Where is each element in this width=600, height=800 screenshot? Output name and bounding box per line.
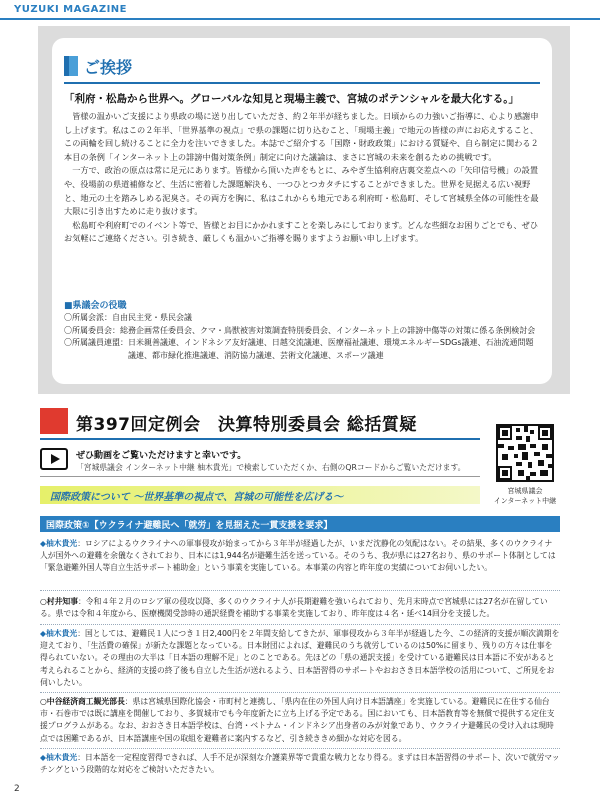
role-item [64, 325, 540, 338]
qr-caption: 宮城県議会 インターネット中継 [493, 487, 557, 505]
speech-text: ：日本語を一定程度習得できれば、人手不足が深刻な介護業界等で貴重な戦力となり得る。まずは日本語習得のサポート、次いで就労マッチングという段階的な対応をご検討いただきたい。 [40, 753, 560, 775]
greeting-lead: 「利府・松島から世界へ。グローバルな知見と現場主義で、宮城のポテンシャルを最大化する。」 [64, 93, 520, 105]
speaker-name: ○村井知事 [40, 597, 78, 606]
roles-title: ■県議会の役職 [64, 301, 127, 311]
speech-text: ：県は宮城県国際化協会・市町村と連携し、「県内在住の外国人向け日本語講座」を実施している。避難民に在住する仙台市・石巻市では既に講座を開催しており、多賀城市でも今年度新たに立ち上げる予定である。国においても、日本語教育等を無償で提供する定住支援プログラムがある。なお、おおさき日本語学校は、台湾・ベトナム・インドネシア出身者のみが対象であり、ウクライナ避難民の受け入れは現時点では困難であるが、日本語講座や国の取組を避難者に案内するなど、引き続ききめ細かな対応を図る。 [40, 697, 555, 743]
qa-entry [40, 696, 560, 745]
video-play-icon [40, 448, 68, 470]
qr-code-icon[interactable] [496, 424, 554, 482]
role-value: 総務企画常任委員会、クマ・鳥獣被害対策調査特別委員会、インターネット上の誹謗中傷等の対策に係る条例検討会 [120, 325, 536, 335]
speech-text: ：ロシアによるウクライナへの軍事侵攻が始まってから３年半が経過したが、いまだ沈静化の気配はない。その結果、多くのウクライナ人が国外への避難を余儀なくされており、日本には1,944名が避難生活を送っている。そのうち、我が県には27名おり、県のサポート体制としては「緊急避難外国人等自立生活サポート補助金」という事業を実施している。本事業の内容と昨年度の実績についてお伺いしたい。 [40, 539, 556, 573]
qa-separator [40, 748, 560, 749]
qa-separator [40, 590, 560, 591]
topic-title: 国際政策①【ウクライナ避難民へ「就労」を見据えた一貫支援を要求】 [46, 521, 333, 531]
greeting-rule [64, 82, 540, 84]
greeting-title: ご挨拶 [84, 57, 133, 77]
qa-entry [40, 538, 560, 575]
header-rule [0, 18, 600, 20]
section-rule [40, 438, 480, 440]
speaker-name: ◆柚木貴光 [40, 539, 78, 548]
speaker-name: ◆柚木貴光 [40, 629, 78, 638]
video-instruction: 「宮城県議会 インターネット中継 柚木貴光」で検索していただくか、右側のQRコードからご覧いただけます。 [76, 463, 466, 472]
qr-pattern [498, 426, 552, 480]
speaker-name: ◆柚木貴光 [40, 753, 78, 762]
speech-text: ：国としては、避難民１人につき１日2,400円を２年間支給してきたが、軍事侵攻から３年半が経過した今、この経済的支援が順次満期を迎えており、「生活費の確保」が新たな課題となっている。日本財団によれば、避難民のうち就労しているのは50%に留まり、残りの方々は仕事を得られていない。その理由の大半は「日本語の理解不足」とのことである。先ほどの「県の通訳支援」を受けている避難民は日本語に不安があると考えられることから、経済的支援の終了後も自立した生活が送れるよう、日本語習得のサポートやおおさき日本語学校の活用について、ご所見をお伺いしたい。 [40, 629, 560, 687]
greeting-body [64, 110, 540, 246]
greeting-header [64, 54, 132, 78]
role-item [64, 312, 540, 325]
qa-entry [40, 596, 560, 620]
role-value: 日米親善議連、インドネシア友好議連、日越交流議連、医療福祉議連、環境エネルギーSDGs議連、石油流通問題議連、都市緑化推進議連、消防協力議連、芸術文化議連、スポーツ議連 [128, 338, 534, 360]
brand-name: YUZUKI MAGAZINE [14, 4, 127, 15]
speaker-name: ○中谷経済商工観光部長 [40, 697, 125, 706]
qa-separator [40, 692, 560, 693]
role-key: 〇所属議員連盟： [64, 338, 128, 347]
qa-separator [40, 624, 560, 625]
section-marker-icon [40, 408, 68, 434]
roles-list [64, 312, 540, 362]
role-key: 〇所属委員会： [64, 325, 120, 335]
greeting-paragraph: 皆様の温かいご支援により県政の場に送り出していただき、約２年半が経ちました。日頃からの力強いご指導に、心より感謝申し上げます。私はこの２年半、「世界基準の視点」で県の課題に切り込むこと、「現場主義」で地元の皆様の声にお応えすること、この両輪を回し続けることに全力を注いできました。本誌でご紹介する「国際・財政政策」における質疑や、自ら制定に関わる２本目の条例「インターネット上の誹謗中傷対策条例」制定に向けた議論は、まさに宮城の未来を創るための挑戦です。 [64, 111, 539, 162]
policy-banner-text: 国際政策について ～世界基準の視点で、宮城の可能性を広げる～ [50, 492, 344, 503]
greeting-paragraph: 松島町や利府町でのイベント等で、皆様とお目にかかれますことを楽しみにしております。どんな些細なお困りごとでも、ぜひお気軽にご連絡ください。引き続き、厳しくも温かいご指導を賜りますようお願い申し上げます。 [64, 219, 539, 244]
role-key: 〇所属会派： [64, 313, 112, 322]
video-heading: ぜひ動画をご覧いただけますと幸いです。 [76, 451, 247, 461]
video-rule [40, 476, 480, 477]
role-item [64, 337, 540, 362]
qa-entry [40, 628, 560, 689]
heading-marker-icon [64, 56, 78, 76]
greeting-paragraph: 一方で、政治の原点は常に足元にあります。皆様から頂いた声をもとに、みやぎ生協利府店裏交差点への「矢印信号機」の設置や、役場前の県道補修など、生活に密着した課題解決も、一つひとつカタチにすることができました。世界を見据える広い視野と、地元の土を踏みしめる泥臭さ。その両方を胸に、私はこれからも地元である利府町・松島町、そして宮城県全体の可能性を最大限に引き出すために走り抜けます。 [64, 165, 539, 217]
section-title: 第397回定例会 決算特別委員会 総括質疑 [76, 415, 417, 435]
qa-entry [40, 752, 560, 776]
page-number: 2 [14, 784, 20, 794]
speech-text: ：令和４年２月のロシア軍の侵攻以降、多くのウクライナ人が長期避難を強いられており、先月末時点で宮城県には27名が在留している。県では令和４年度から、医療機関受診時の通訳経費を補助する事業を実施しており、昨年度は４名・延べ14回分を支援した。 [40, 597, 548, 619]
role-value: 自由民主党・県民会議 [112, 313, 192, 322]
header-strip [0, 0, 600, 22]
